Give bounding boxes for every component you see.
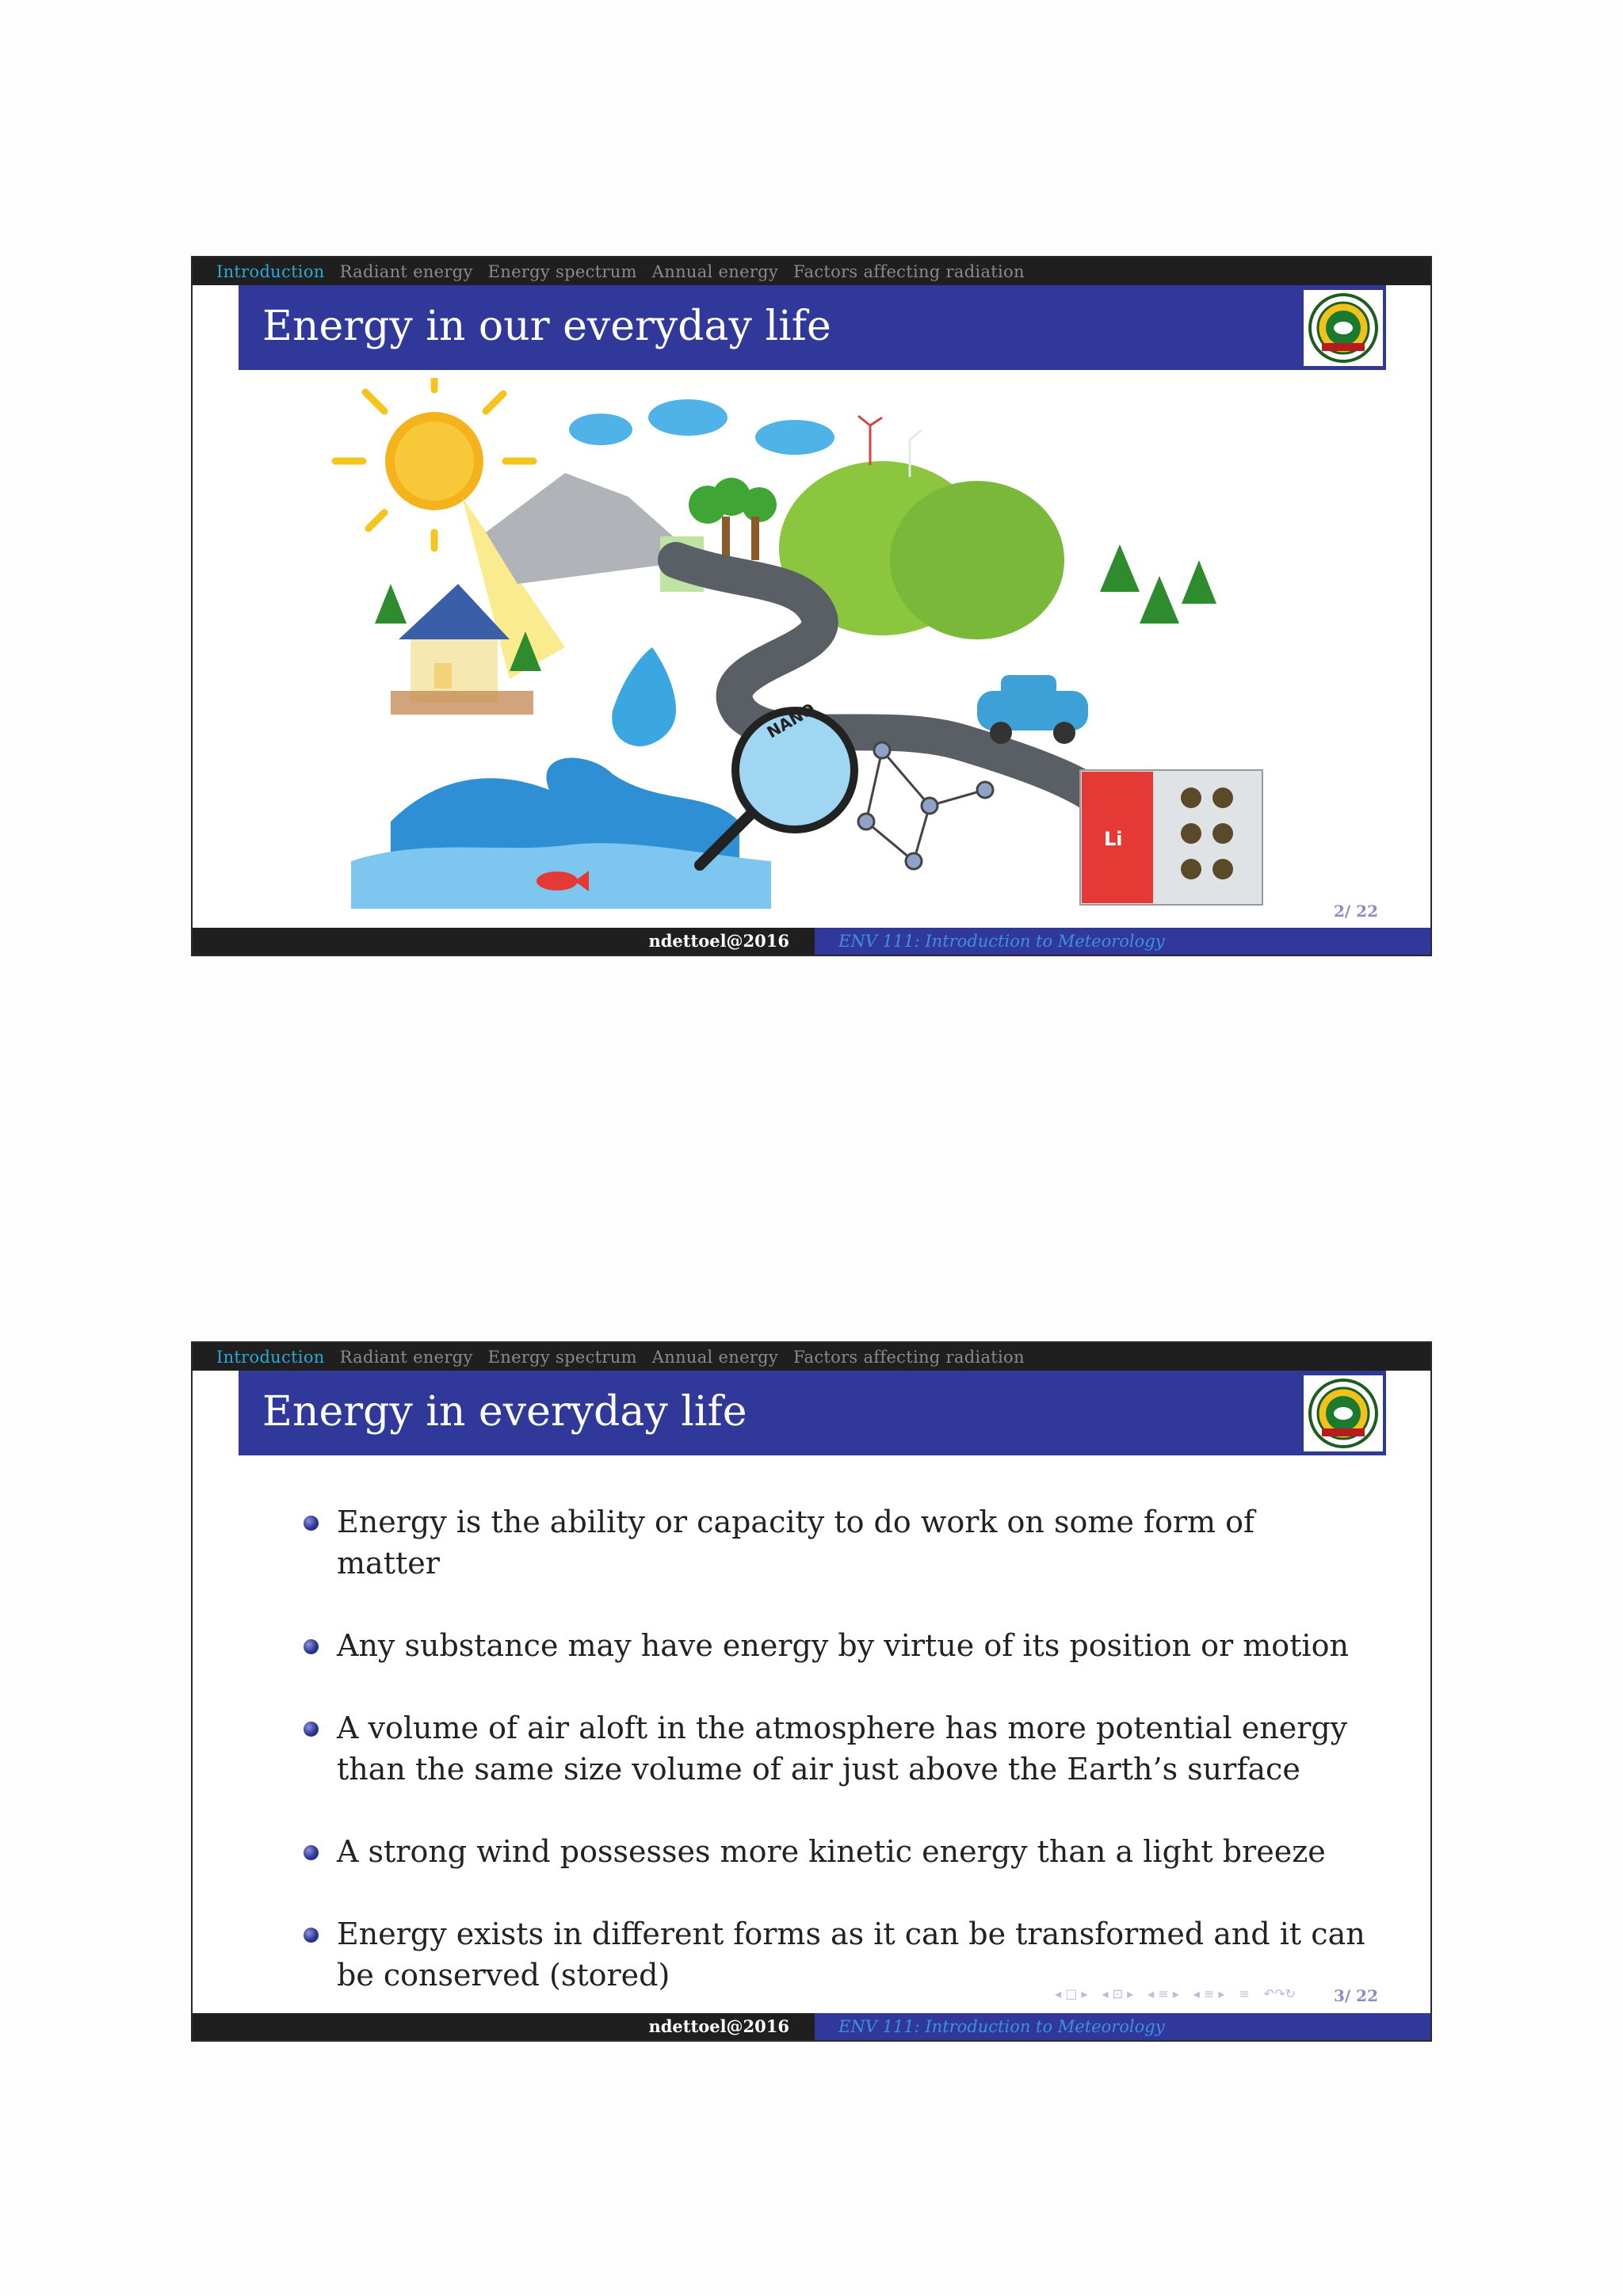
bullet-icon (304, 1516, 319, 1531)
footer-bar (193, 2013, 1430, 2040)
university-logo (1304, 1375, 1383, 1451)
bullet-list (304, 1501, 1365, 2037)
page-number: 3/ 22 (1333, 1986, 1378, 2005)
nav-align-icon[interactable]: ≡ (1239, 1986, 1250, 2001)
footer-course: ENV 111: Introduction to Meteorology (815, 2013, 1430, 2040)
nav-part-icon[interactable]: ◂ ≡ ▸ (1193, 1986, 1225, 2001)
list-item (304, 1831, 1365, 1872)
bullet-text: Energy is the ability or capacity to do work on some form of matter (337, 1505, 1255, 1581)
title-bar (239, 285, 1386, 370)
lithium-label: Li (1104, 828, 1123, 850)
list-item (304, 1501, 1365, 1584)
footer-author: ndettoel@2016 (193, 2013, 815, 2040)
nav-item-energy-spectrum[interactable]: Energy spectrum (487, 1347, 637, 1367)
beamer-navigation (1055, 1986, 1296, 2001)
nav-item-radiant-energy[interactable]: Radiant energy (339, 1347, 473, 1367)
bullet-icon (304, 1845, 319, 1860)
nav-item-factors-affecting-radiation[interactable]: Factors affecting radiation (793, 261, 1025, 281)
nav-frame-icon[interactable]: ◂ □ ▸ (1055, 1986, 1088, 2001)
slide-title: Energy in everyday life (262, 1388, 747, 1436)
nav-section-icon[interactable]: ◂ ≡ ▸ (1148, 1986, 1179, 2001)
battery-icon (1080, 770, 1262, 905)
slide-2 (191, 1341, 1432, 2042)
nav-item-factors-affecting-radiation[interactable]: Factors affecting radiation (793, 1347, 1025, 1367)
bullet-text: A strong wind possesses more kinetic energy than a light breeze (337, 1834, 1326, 1869)
page-number: 2/ 22 (1333, 902, 1378, 921)
list-item (304, 1913, 1365, 1996)
energy-illustration (327, 378, 1318, 909)
footer-bar (193, 928, 1430, 955)
bullet-icon (304, 1722, 319, 1737)
nav-item-annual-energy[interactable]: Annual energy (651, 1347, 779, 1367)
nav-subsection-icon[interactable]: ◂ ⊡ ▸ (1102, 1986, 1134, 2001)
nav-item-introduction[interactable]: Introduction (216, 1347, 325, 1367)
bullet-text: Any substance may have energy by virtue of its position or motion (337, 1628, 1349, 1663)
footer-author: ndettoel@2016 (193, 928, 815, 955)
slide-title: Energy in our everyday life (262, 303, 831, 350)
nano-label: NANO (763, 699, 819, 742)
list-item (304, 1707, 1365, 1790)
nav-item-annual-energy[interactable]: Annual energy (651, 261, 779, 281)
nav-search-icon[interactable]: ↶↷↻ (1263, 1986, 1296, 2001)
bullet-icon (304, 1928, 319, 1943)
section-navbar (193, 257, 1430, 285)
footer-course: ENV 111: Introduction to Meteorology (815, 928, 1430, 955)
car-icon (977, 675, 1088, 744)
bullet-text: A volume of air aloft in the atmosphere has more potential energy than the same size volume of air just above the Earth’s surface (337, 1711, 1348, 1787)
title-bar (239, 1371, 1386, 1455)
slide-1 (191, 256, 1432, 956)
nav-item-energy-spectrum[interactable]: Energy spectrum (487, 261, 637, 281)
university-logo (1304, 290, 1383, 366)
nav-item-introduction[interactable]: Introduction (216, 261, 325, 281)
section-navbar (193, 1343, 1430, 1371)
list-item (304, 1625, 1365, 1666)
magnifying-glass-icon (700, 700, 854, 865)
bullet-icon (304, 1639, 319, 1654)
nav-item-radiant-energy[interactable]: Radiant energy (339, 261, 473, 281)
bullet-text: Energy exists in different forms as it can be transformed and it can be conserved (stored) (337, 1917, 1365, 1993)
